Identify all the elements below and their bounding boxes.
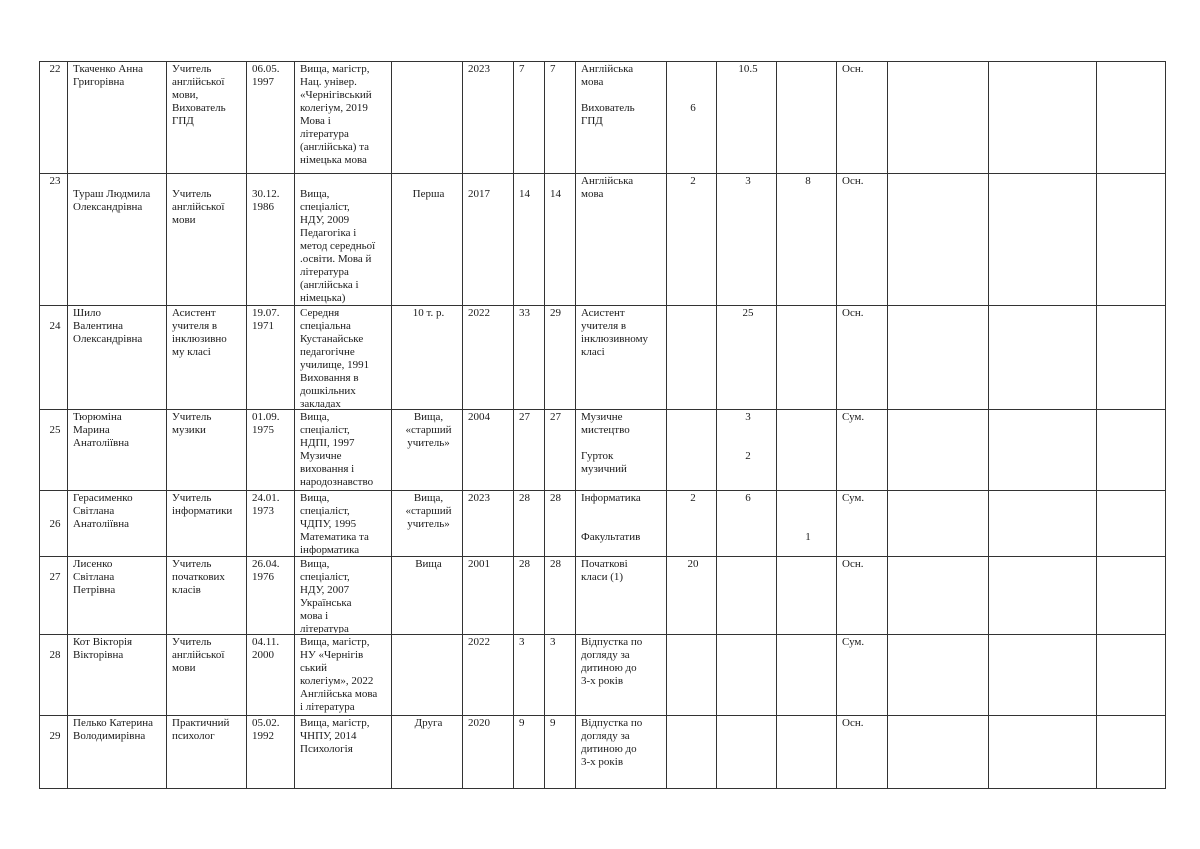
category-cell — [397, 63, 460, 172]
empty-cell — [990, 63, 1095, 172]
empty-cell — [1098, 558, 1164, 633]
hours-cell-2: 10.5 — [738, 63, 758, 75]
total-experience: 7 — [519, 63, 525, 75]
certification-year: 2022 — [468, 636, 490, 648]
employment-type: Осн. — [842, 175, 864, 187]
table-row-border — [39, 634, 1166, 635]
subject-cell: Початкові класи (1) — [581, 558, 628, 583]
table-column-border — [391, 61, 392, 789]
employment-type: Осн. — [842, 717, 864, 729]
teacher-name: Пелько Катерина Володимирівна — [73, 717, 154, 742]
certification-year: 2022 — [468, 307, 490, 319]
row-number: 25 — [49, 424, 61, 436]
empty-cell — [1098, 307, 1164, 408]
hours-cell-1: 6 — [690, 102, 696, 114]
teaching-experience: 28 — [550, 492, 561, 504]
empty-cell — [990, 307, 1095, 408]
hours-cell-3 — [782, 717, 834, 787]
table-row-border — [39, 490, 1166, 491]
empty-cell — [990, 411, 1095, 489]
position-cell: Учитель музики — [172, 411, 212, 436]
empty-cell — [889, 411, 987, 489]
empty-cell — [1098, 492, 1164, 555]
total-experience: 14 — [519, 188, 530, 200]
subject-cell: Відпустка по догляду за дитиною до 3-х років — [581, 717, 643, 768]
birth-date: 24.01. 1973 — [252, 492, 280, 517]
empty-cell — [889, 558, 987, 633]
education-cell: Вища, спеціаліст, НДУ, 2007 Українська мова і література — [300, 558, 352, 633]
table-column-border — [39, 61, 40, 789]
empty-cell — [889, 175, 987, 304]
table-column-border — [716, 61, 717, 789]
category-cell: 10 т. р. — [412, 307, 445, 319]
empty-cell — [990, 175, 1095, 304]
total-experience: 27 — [519, 411, 530, 423]
hours-cell-3 — [782, 307, 834, 408]
hours-cell-3: 1 — [805, 531, 811, 543]
hours-cell-3: 8 — [805, 175, 811, 187]
table-column-border — [776, 61, 777, 789]
hours-cell-2 — [722, 558, 774, 633]
position-cell: Учитель англійської мови, Вихователь ГПД — [172, 63, 226, 127]
subject-cell: Відпустка по догляду за дитиною до 3-х років — [581, 636, 643, 687]
empty-cell — [889, 717, 987, 787]
position-cell: Учитель англійської мови — [172, 188, 225, 226]
hours-cell-2 — [722, 717, 774, 787]
certification-year: 2023 — [468, 63, 490, 75]
employment-type: Сум. — [842, 411, 865, 423]
subject-cell: Асистент учителя в інклюзивному класі — [581, 307, 649, 358]
empty-cell — [889, 307, 987, 408]
table-row-border — [39, 61, 1166, 62]
empty-cell — [990, 717, 1095, 787]
subject-cell: Англійська мова Вихователь ГПД — [581, 63, 635, 127]
category-cell — [397, 636, 460, 714]
subject-cell: Англійська мова — [581, 175, 634, 200]
teacher-name: Кот Вікторія Вікторівна — [73, 636, 133, 661]
row-number: 24 — [49, 320, 61, 332]
category-cell: Вища, «старший учитель» — [405, 411, 452, 449]
table-column-border — [836, 61, 837, 789]
category-cell: Вища, «старший учитель» — [405, 492, 452, 530]
teacher-name: Герасименко Світлана Анатоліївна — [73, 492, 133, 530]
hours-cell-1 — [672, 307, 714, 408]
empty-cell — [990, 558, 1095, 633]
table-column-border — [1096, 61, 1097, 789]
table-column-border — [513, 61, 514, 789]
education-cell: Вища, спеціаліст, НДПІ, 1997 Музичне виховання і народознавство — [300, 411, 374, 488]
teaching-experience: 27 — [550, 411, 561, 423]
teacher-name: Тюрюміна Марина Анатоліївна — [73, 411, 130, 449]
total-experience: 28 — [519, 558, 530, 570]
table-row-border — [39, 409, 1166, 410]
table-column-border — [294, 61, 295, 789]
table-column-border — [462, 61, 463, 789]
education-cell: Вища, спеціаліст, НДУ, 2009 Педагогіка і метод середньої .освіти. Мова й література (англійська і німецька) — [300, 188, 376, 304]
birth-date: 19.07. 1971 — [252, 307, 280, 332]
education-cell: Вища, магістр, Нац. універ. «Чернігівський колегіум, 2019 Мова і література (англійська) та німецька мова — [300, 63, 372, 166]
category-cell: Перша — [412, 188, 445, 200]
hours-cell-1: 2 — [690, 175, 696, 187]
education-cell: Вища, магістр, НУ «Чернігів ський колегіум», 2022 Англійська мова і література — [300, 636, 378, 713]
row-number: 26 — [49, 518, 61, 530]
employment-type: Сум. — [842, 636, 865, 648]
teaching-experience: 28 — [550, 558, 561, 570]
employment-type: Осн. — [842, 307, 864, 319]
table-row-border — [39, 788, 1166, 789]
empty-cell — [1098, 717, 1164, 787]
employment-type: Осн. — [842, 558, 864, 570]
table-row-border — [39, 556, 1166, 557]
teaching-experience: 9 — [550, 717, 556, 729]
total-experience: 33 — [519, 307, 530, 319]
row-number: 29 — [49, 730, 61, 742]
hours-cell-2: 3 — [745, 175, 751, 187]
table-row-border — [39, 715, 1166, 716]
birth-date: 05.02. 1992 — [252, 717, 280, 742]
position-cell: Учитель інформатики — [172, 492, 233, 517]
birth-date: 26.04. 1976 — [252, 558, 280, 583]
birth-date: 04.11. 2000 — [252, 636, 280, 661]
category-cell: Вища — [415, 558, 442, 570]
hours-cell-3 — [782, 63, 834, 172]
empty-cell — [990, 636, 1095, 714]
certification-year: 2020 — [468, 717, 490, 729]
hours-cell-2 — [722, 636, 774, 714]
empty-cell — [889, 63, 987, 172]
empty-cell — [889, 636, 987, 714]
hours-cell-2: 6 — [745, 492, 751, 504]
employment-type: Осн. — [842, 63, 864, 75]
education-cell: Вища, спеціаліст, ЧДПУ, 1995 Математика та інформатика — [300, 492, 369, 555]
empty-cell — [1098, 636, 1164, 714]
birth-date: 01.09. 1975 — [252, 411, 280, 436]
teacher-name: Тураш Людмила Олександрівна — [73, 188, 151, 213]
empty-cell — [990, 492, 1095, 555]
position-cell: Практичний психолог — [172, 717, 230, 742]
row-number: 23 — [49, 175, 61, 187]
hours-cell-1: 20 — [687, 558, 699, 570]
birth-date: 06.05. 1997 — [252, 63, 280, 88]
table-column-border — [887, 61, 888, 789]
hours-cell-2: 25 — [742, 307, 754, 319]
certification-year: 2004 — [468, 411, 490, 423]
education-cell: Вища, магістр, ЧНПУ, 2014 Психологія — [300, 717, 370, 755]
row-number: 22 — [49, 63, 61, 75]
table-row-border — [39, 305, 1166, 306]
subject-cell: Музичне мистецтво Гурток музичний — [581, 411, 630, 475]
hours-cell-2: 3 2 — [745, 411, 751, 462]
empty-cell — [1098, 175, 1164, 304]
empty-cell — [1098, 63, 1164, 172]
row-number: 28 — [49, 649, 61, 661]
hours-cell-3 — [782, 636, 834, 714]
hours-cell-3 — [782, 411, 834, 489]
table-column-border — [67, 61, 68, 789]
total-experience: 3 — [519, 636, 525, 648]
table-column-border — [544, 61, 545, 789]
table-column-border — [1165, 61, 1166, 789]
subject-cell: Інформатика Факультатив — [581, 492, 641, 543]
total-experience: 9 — [519, 717, 525, 729]
row-number: 27 — [49, 571, 61, 583]
teacher-name: Ткаченко Анна Григорівна — [73, 63, 144, 88]
birth-date: 30.12. 1986 — [252, 188, 280, 213]
position-cell: Асистент учителя в інклюзивно му класі — [172, 307, 227, 358]
total-experience: 28 — [519, 492, 530, 504]
table-column-border — [575, 61, 576, 789]
teaching-experience: 3 — [550, 636, 556, 648]
teaching-experience: 7 — [550, 63, 556, 75]
empty-cell — [1098, 411, 1164, 489]
employment-type: Сум. — [842, 492, 865, 504]
position-cell: Учитель англійської мови — [172, 636, 225, 674]
hours-cell-1 — [672, 636, 714, 714]
position-cell: Учитель початкових класів — [172, 558, 225, 596]
hours-cell-3 — [782, 558, 834, 633]
teaching-experience: 29 — [550, 307, 561, 319]
table-row-border — [39, 173, 1166, 174]
table-column-border — [988, 61, 989, 789]
table-column-border — [666, 61, 667, 789]
certification-year: 2001 — [468, 558, 490, 570]
empty-cell — [889, 492, 987, 555]
table-column-border — [246, 61, 247, 789]
category-cell: Друга — [414, 717, 443, 729]
hours-cell-1 — [672, 411, 714, 489]
certification-year: 2023 — [468, 492, 490, 504]
education-cell: Середня спеціальна Кустанайське педагогічне училище, 1991 Виховання в дошкільних закладах — [300, 307, 370, 408]
teacher-name: Шило Валентина Олександрівна — [73, 307, 143, 345]
teacher-name: Лисенко Світлана Петрівна — [73, 558, 116, 596]
certification-year: 2017 — [468, 188, 490, 200]
teaching-experience: 14 — [550, 188, 561, 200]
hours-cell-1 — [672, 717, 714, 787]
hours-cell-1: 2 — [690, 492, 696, 504]
table-column-border — [166, 61, 167, 789]
